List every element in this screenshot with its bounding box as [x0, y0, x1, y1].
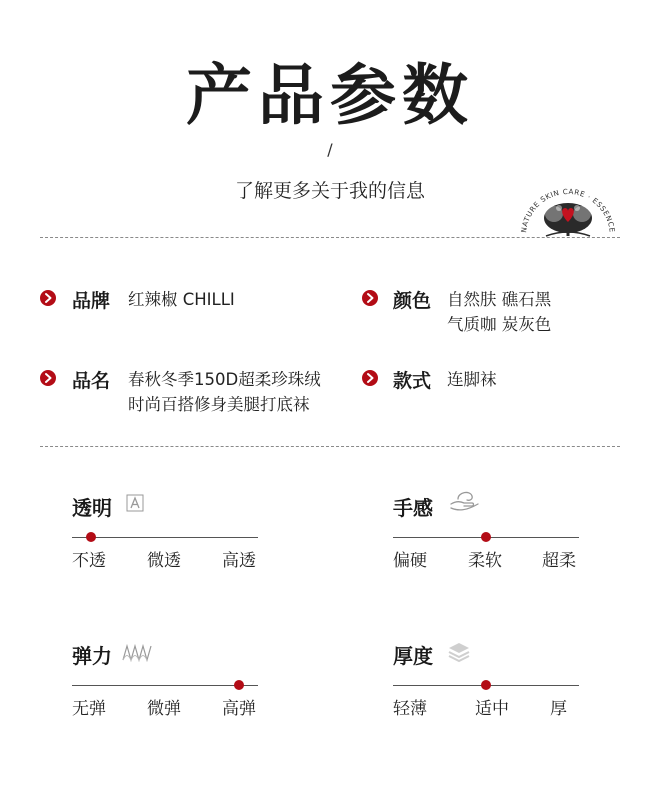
title-slash: /	[327, 140, 333, 159]
page-title: 产品参数	[186, 57, 474, 134]
tree-heart-icon	[544, 203, 592, 236]
scale-label-mid: 微透	[147, 551, 181, 571]
bullet-chevron-icon	[362, 370, 378, 386]
param-value-name-line2: 时尚百搭修身美腿打底袜	[128, 395, 310, 414]
scale-label-mid: 柔软	[468, 551, 502, 571]
bullet-chevron-icon	[40, 290, 56, 306]
scale-label-low: 轻薄	[393, 699, 427, 719]
param-value-color-line2: 气质咖 炭灰色	[447, 315, 552, 334]
scale-indicator	[86, 532, 96, 542]
scale-label-mid: 适中	[475, 699, 509, 719]
letter-a-icon	[126, 494, 144, 512]
scale-indicator	[481, 680, 491, 690]
scale-indicator	[481, 532, 491, 542]
logo-arc-text: NATURE SKIN CARE · ESSENCE	[519, 186, 617, 234]
param-value-brand: 红辣椒 CHILLI	[128, 290, 235, 309]
scale-label-high: 高透	[222, 551, 256, 571]
top-divider	[40, 237, 620, 238]
scale-label-low: 不透	[72, 551, 106, 571]
scale-track	[72, 685, 258, 686]
scale-indicator	[234, 680, 244, 690]
stretch-wave-icon	[122, 642, 152, 662]
attr-title-thickness: 厚度	[393, 644, 433, 668]
scale-label-mid: 微弹	[147, 699, 181, 719]
layers-icon	[447, 641, 471, 663]
bullet-chevron-icon	[362, 290, 378, 306]
attr-title-transparency: 透明	[72, 496, 112, 520]
attr-title-feel: 手感	[393, 496, 433, 520]
brand-logo	[518, 178, 618, 240]
bullet-chevron-icon	[40, 370, 56, 386]
scale-label-low: 偏硬	[393, 551, 427, 571]
param-label-name: 品名	[72, 370, 111, 392]
param-label-style: 款式	[393, 370, 432, 392]
scale-label-high: 高弹	[222, 699, 256, 719]
param-value-style: 连脚袜	[447, 370, 497, 389]
param-label-color: 颜色	[393, 290, 432, 312]
page-subtitle: 了解更多关于我的信息	[234, 180, 425, 202]
scale-label-high: 厚	[550, 699, 567, 719]
hand-icon	[448, 488, 482, 514]
scale-label-low: 无弹	[72, 699, 106, 719]
param-value-name-line1: 春秋冬季150D超柔珍珠绒	[128, 370, 321, 389]
attr-title-elasticity: 弹力	[72, 644, 112, 668]
param-label-brand: 品牌	[72, 290, 111, 312]
middle-divider	[40, 446, 620, 447]
param-value-color-line1: 自然肤 礁石黑	[447, 290, 552, 309]
scale-track	[72, 537, 258, 538]
scale-label-high: 超柔	[542, 551, 576, 571]
